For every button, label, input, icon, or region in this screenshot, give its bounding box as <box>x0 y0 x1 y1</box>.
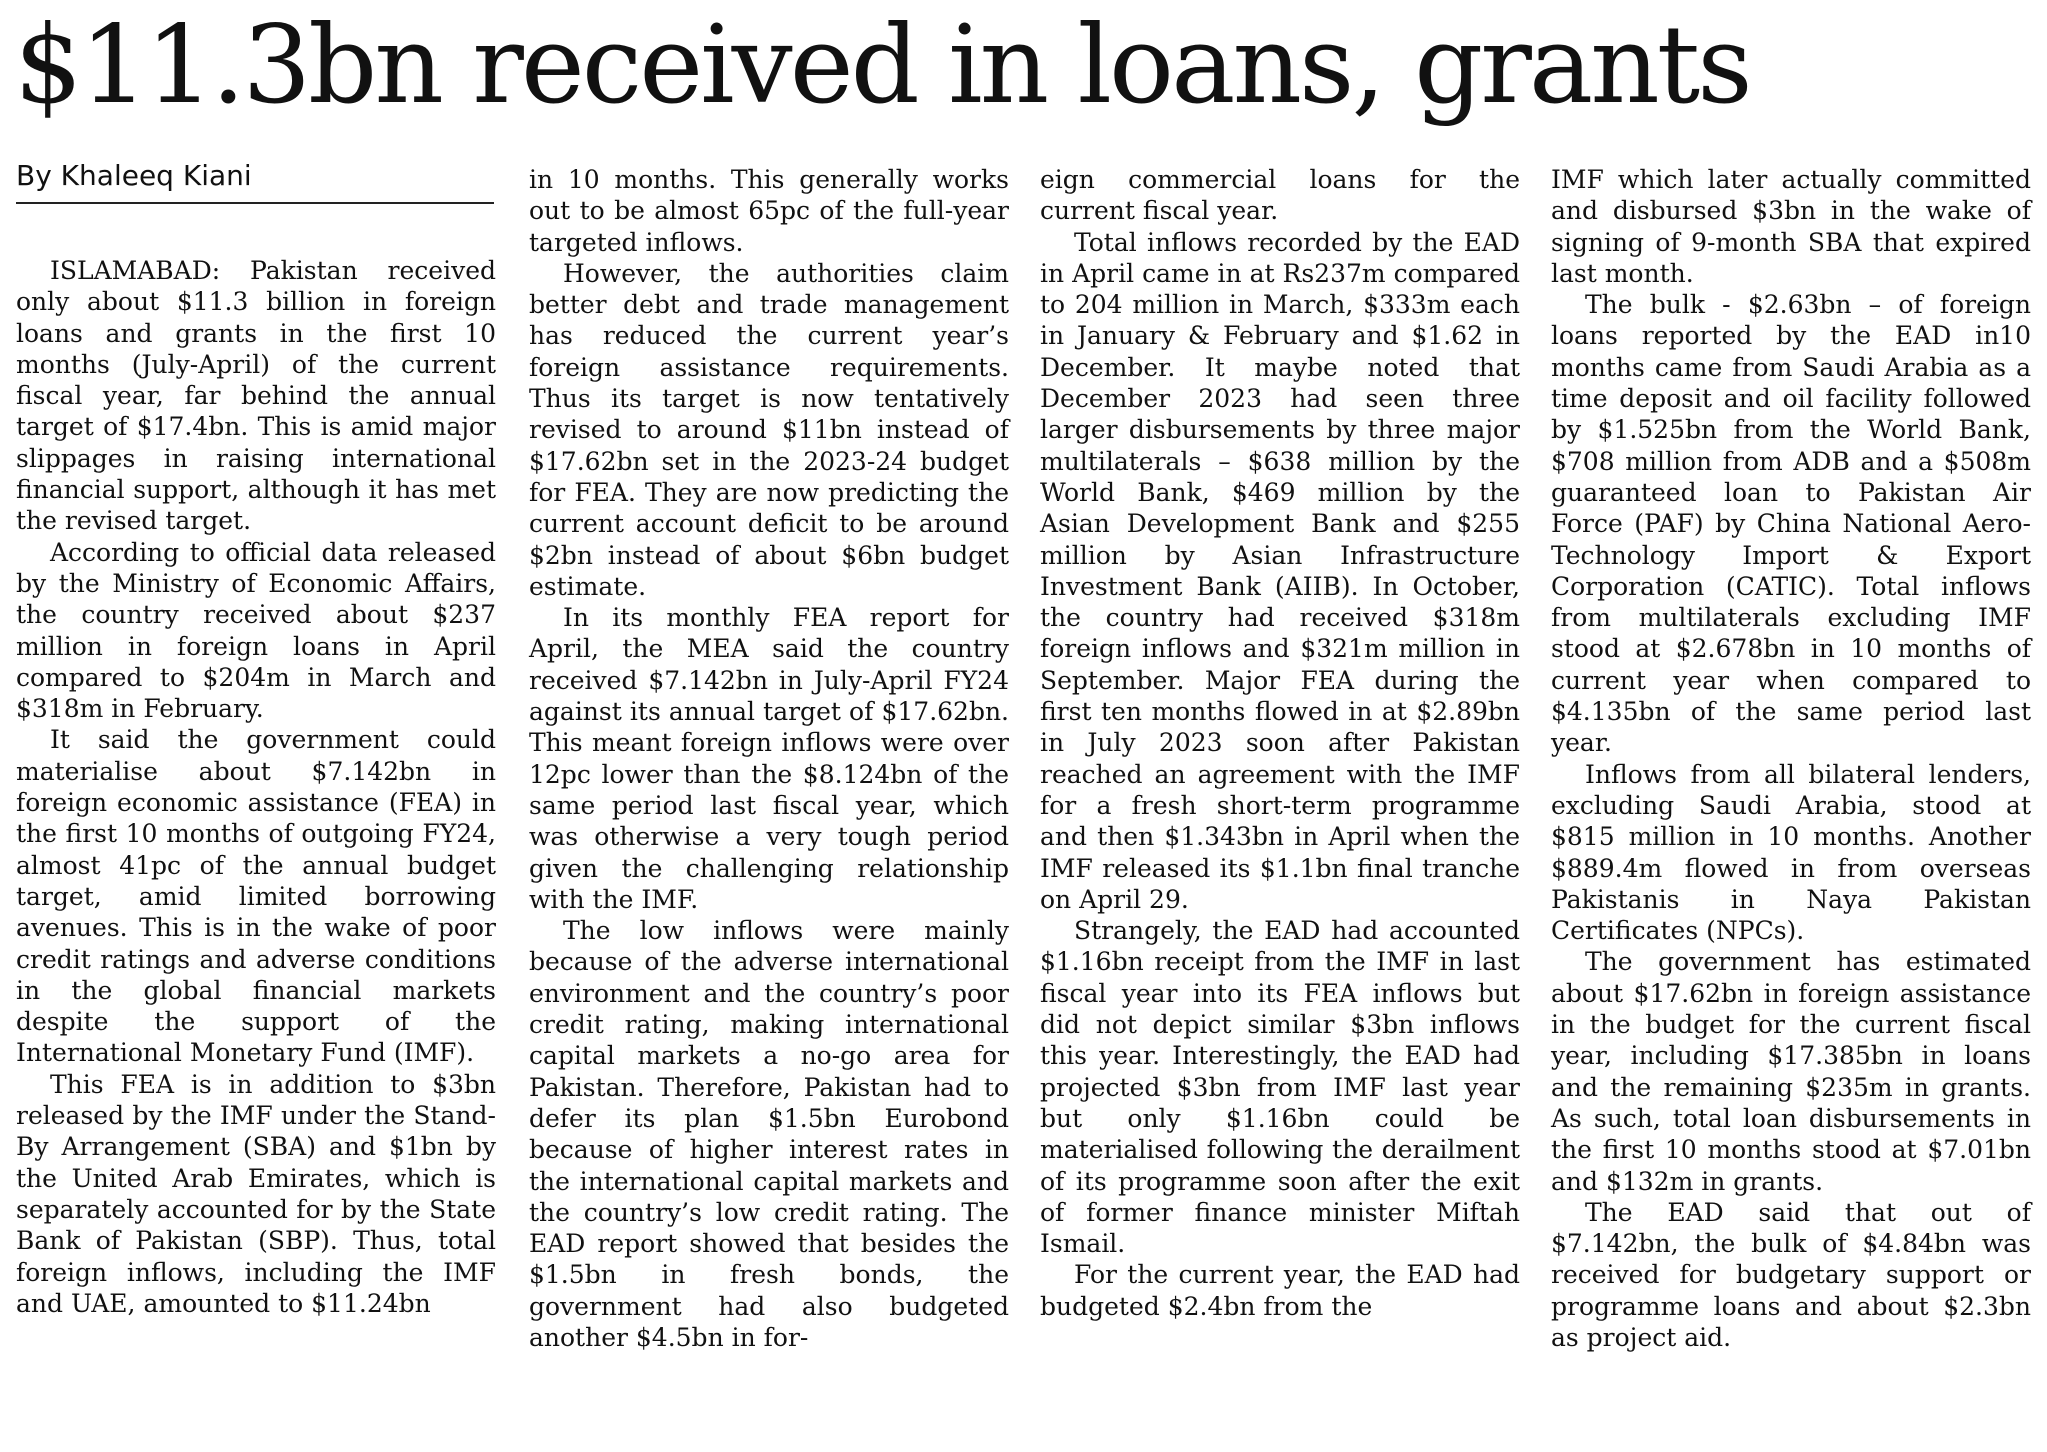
article-column-2 <box>529 164 1009 1353</box>
paragraph: Strangely, the EAD had accounted $1.16bn receipt from the IMF in last fiscal year into its FEA inflows but did not depict similar $3bn inflows this year. Interestingly, the EAD had projected $3bn from IMF last year but only $1.16bn could be materialised following the derailment of its programme soon after the exit of former finance minister Miftah Ismail. <box>1040 916 1520 1259</box>
byline: By Khaleeq Kiani <box>16 159 252 192</box>
article-column-4 <box>1551 164 2031 1353</box>
paragraph-continued: eign commercial loans for the current fiscal year. <box>1040 165 1520 226</box>
paragraph: Total inflows recorded by the EAD in April came in at Rs237m compared to 204 million in March, $333m each in January & February and $1.62 in December. It maybe noted that December 2023 had seen three larger disbursements by three major multilaterals – $638 million by the World Bank, $469 million by the Asian Development Bank and $255 million by Asian Infrastructure Investment Bank (AIIB). In October, the country had received $318m foreign inflows and $321m million in September. Major FEA during the first ten months flowed in at $2.89bn in July 2023 soon after Pakistan reached an agreement with the IMF for a fresh short-term programme and then $1.343bn in April when the IMF released its $1.1bn final tranche on April 29. <box>1040 227 1520 914</box>
paragraph: In its monthly FEA report for April, the MEA said the country received $7.142bn in July-April FY24 against its annual target of $17.62bn. This meant foreign inflows were over 12pc lower than the $8.124bn of the same period last fiscal year, which was otherwise a very tough period given the challenging relationship with the IMF. <box>529 603 1009 914</box>
paragraph: However, the authorities claim better debt and trade management has reduced the current year’s foreign assistance requirements. Thus its target is now tentatively revised to around $11bn instead of $17.62bn set in the 2023-24 budget for FEA. They are now predicting the current account deficit to be around $2bn instead of about $6bn budget estimate. <box>529 258 1009 601</box>
paragraph: Inflows from all bilateral lenders, excluding Saudi Arabia, stood at $815 million in 10 months. Another $889.4m flowed in from overseas Pakistanis in Naya Pakistan Certificates (NPCs). <box>1551 759 2031 946</box>
paragraph: The government has estimated about $17.62bn in foreign assistance in the budget for the current fiscal year, including $17.385bn in loans and the remaining $235m in grants. As such, total loan disbursements in the first 10 months stood at $7.01bn and $132m in grants. <box>1551 947 2031 1196</box>
paragraph: For the current year, the EAD had budgeted $2.4bn from the <box>1040 1260 1520 1321</box>
headline: $11.3bn received in loans, grants <box>14 3 1750 128</box>
paragraph: It said the government could materialise about $7.142bn in foreign economic assistance (FEA) in the first 10 months of outgoing FY24, almost 41pc of the annual budget target, amid limited borrowing avenues. This is in the wake of poor credit ratings and adverse conditions in the global financial markets despite the support of the International Monetary Fund (IMF). <box>16 725 496 1068</box>
article-column-3 <box>1040 164 1520 1322</box>
paragraph-continued: IMF which later actually committed and disbursed $3bn in the wake of signing of 9-month SBA that expired last month. <box>1551 165 2031 288</box>
article-column-1 <box>16 255 496 1319</box>
byline-divider <box>16 202 494 204</box>
paragraph: ISLAMABAD: Pakistan received only about $11.3 billion in foreign loans and grants in the first 10 months (July-April) of the current fiscal year, far behind the annual target of $17.4bn. This is amid major slippages in raising international financial support, although it has met the revised target. <box>16 256 496 536</box>
paragraph: According to official data released by the Ministry of Economic Affairs, the country received about $237 million in foreign loans in April compared to $204m in March and $318m in February. <box>16 537 496 724</box>
paragraph: This FEA is in addition to $3bn released by the IMF under the Stand-By Arrangement (SBA) and $1bn by the United Arab Emirates, which is separately accounted for by the State Bank of Pakistan (SBP). Thus, total foreign inflows, including the IMF and UAE, amounted to $11.24bn <box>16 1069 496 1318</box>
paragraph: The low inflows were mainly because of the adverse international environment and the country’s poor credit rating, making international capital markets a no-go area for Pakistan. Therefore, Pakistan had to defer its plan $1.5bn Eurobond because of higher interest rates in the international capital markets and the country’s low credit rating. The EAD report showed that besides the $1.5bn in fresh bonds, the government had also budgeted another $4.5bn in for- <box>529 916 1009 1352</box>
paragraph: The bulk - $2.63bn – of foreign loans reported by the EAD in10 months came from Saudi Arabia as a time deposit and oil facility followed by $1.525bn from the World Bank, $708 million from ADB and a $508m guaranteed loan to Pakistan Air Force (PAF) by China National Aero-Technology Import & Export Corporation (CATIC). Total inflows from multilaterals excluding IMF stood at $2.678bn in 10 months of current year when compared to $4.135bn of the same period last year. <box>1551 290 2031 758</box>
paragraph-continued: in 10 months. This generally works out to be almost 65pc of the full-year targeted inflows. <box>529 165 1009 257</box>
paragraph: The EAD said that out of $7.142bn, the bulk of $4.84bn was received for budgetary support or programme loans and about $2.3bn as project aid. <box>1551 1197 2031 1352</box>
